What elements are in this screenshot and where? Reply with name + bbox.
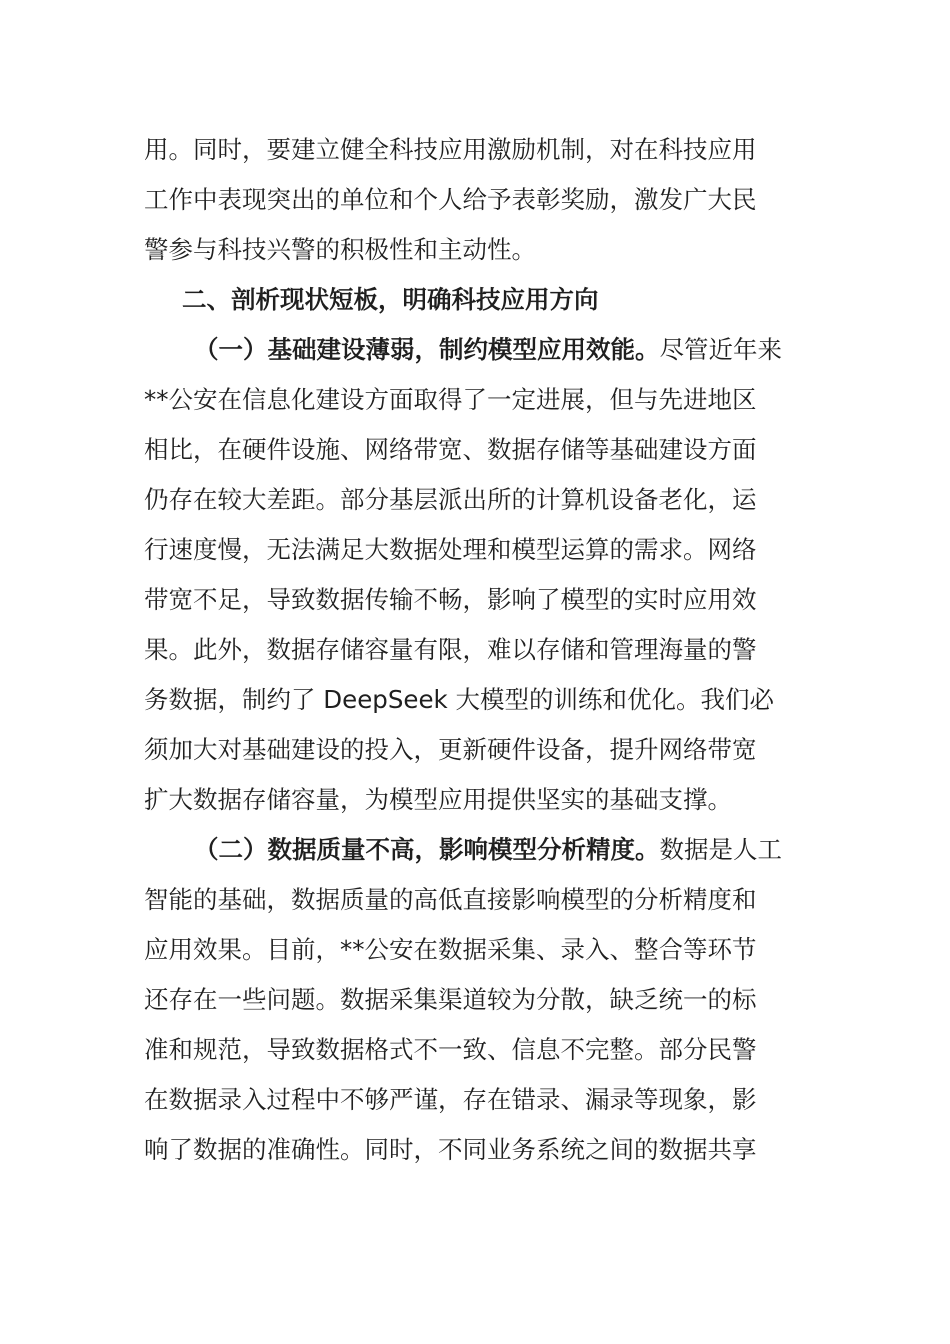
body-text-line: 务数据，制约了 DeepSeek 大模型的训练和优化。我们必 <box>144 685 775 714</box>
body-text-line: 还存在一些问题。数据采集渠道较为分散，缺乏统一的标 <box>144 985 757 1014</box>
body-text-line: 工作中表现突出的单位和个人给予表彰奖励，激发广大民 <box>144 185 757 214</box>
body-text-line: 响了数据的准确性。同时，不同业务系统之间的数据共享 <box>144 1135 757 1164</box>
body-text-line: **公安在信息化建设方面取得了一定进展，但与先进地区 <box>144 385 757 414</box>
body-text-line: 须加大对基础建设的投入，更新硬件设备，提升网络带宽 <box>144 735 757 764</box>
body-text-line: 在数据录入过程中不够严谨，存在错录、漏录等现象，影 <box>144 1085 757 1114</box>
body-text-line: 相比，在硬件设施、网络带宽、数据存储等基础建设方面 <box>144 435 757 464</box>
body-text-line: 警参与科技兴警的积极性和主动性。 <box>144 235 536 264</box>
subsection-1-first-line <box>144 325 808 375</box>
body-text-line: 用。同时，要建立健全科技应用激励机制，对在科技应用 <box>144 135 757 164</box>
body-text-line: 准和规范，导致数据格式不一致、信息不完整。部分民警 <box>144 1035 757 1064</box>
subsection-2-first-line <box>144 825 808 875</box>
body-text-line: 带宽不足，导致数据传输不畅，影响了模型的实时应用效 <box>144 585 757 614</box>
body-text-line: 智能的基础，数据质量的高低直接影响模型的分析精度和 <box>144 885 757 914</box>
subsection-2-title: （二）数据质量不高，影响模型分析精度。 <box>194 835 660 864</box>
body-text-line: 行速度慢，无法满足大数据处理和模型运算的需求。网络 <box>144 535 757 564</box>
body-text-line: 扩大数据存储容量，为模型应用提供坚实的基础支撑。 <box>144 785 732 814</box>
subsection-1-lead-text: 尽管近年来 <box>659 335 782 364</box>
subsection-1-title: （一）基础建设薄弱，制约模型应用效能。 <box>194 335 660 364</box>
section-heading: 二、剖析现状短板，明确科技应用方向 <box>182 285 599 314</box>
body-text-line: 应用效果。目前，**公安在数据采集、录入、整合等环节 <box>144 935 757 964</box>
document-body <box>144 125 808 1175</box>
subsection-2-lead-text: 数据是人工 <box>659 835 782 864</box>
body-text-line: 果。此外，数据存储容量有限，难以存储和管理海量的警 <box>144 635 757 664</box>
body-text-line: 仍存在较大差距。部分基层派出所的计算机设备老化，运 <box>144 485 757 514</box>
